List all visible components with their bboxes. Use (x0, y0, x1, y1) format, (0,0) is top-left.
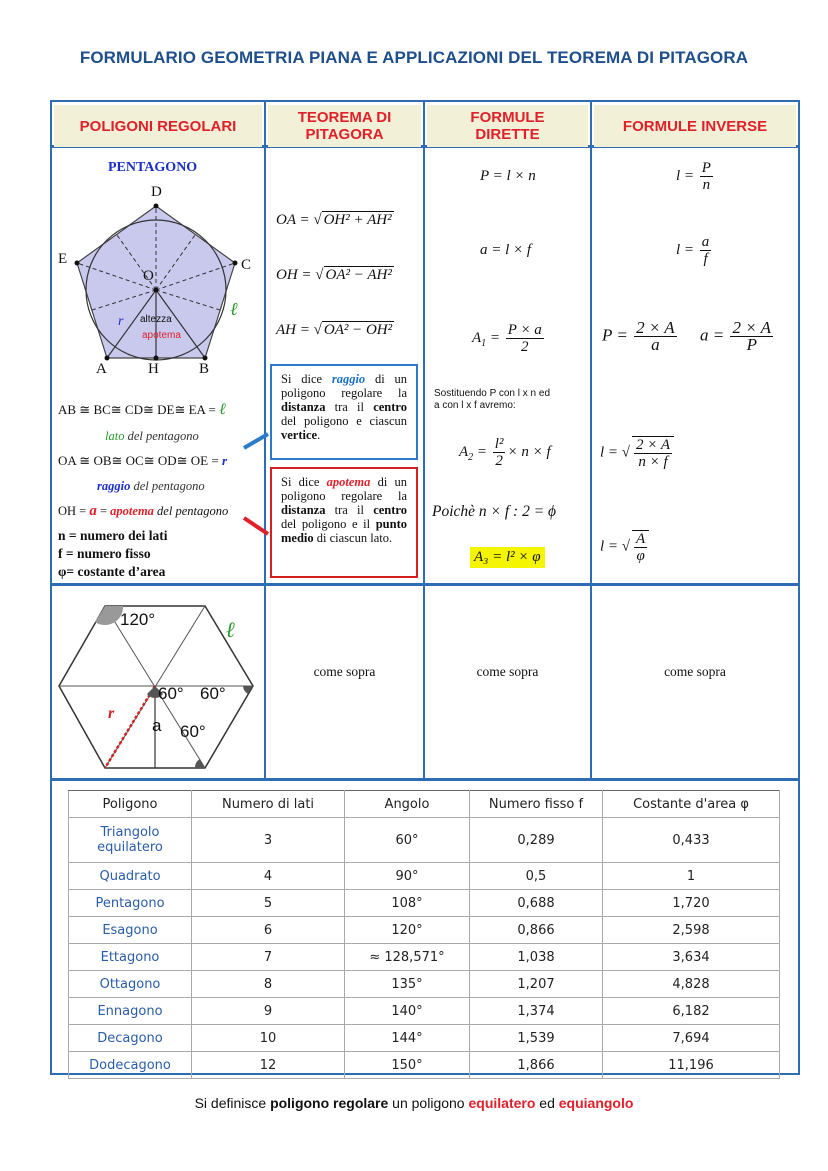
header-formule-dirette: FORMULE DIRETTE (427, 105, 588, 147)
table-cell: ≈ 128,571° (345, 944, 470, 971)
hexagon-apotema-label: a (152, 716, 162, 735)
table-cell: 144° (345, 1025, 470, 1052)
polygon-name-cell: Triangolo equilatero (69, 818, 192, 863)
table-cell: 0,688 (470, 890, 603, 917)
table-cell: 60° (345, 818, 470, 863)
table-cell: 1,374 (470, 998, 603, 1025)
polygon-name-cell: Decagono (69, 1025, 192, 1052)
table-cell: 1,866 (470, 1052, 603, 1079)
lato-note: lato del pentagono (105, 429, 199, 443)
hexagon-angle-60-center: 60° (158, 684, 184, 703)
vertex-label-h: H (148, 361, 159, 377)
formula-apotema: a = l × f (480, 242, 532, 258)
inverse-formula-l-from-p: l = $\frac{P}{n}$ (676, 160, 711, 193)
vertex-label-e: E (58, 251, 68, 267)
polygon-table (68, 790, 780, 1079)
inverse-formula-p: P = $\frac{2 \times A}{a}$ (602, 318, 675, 354)
vertex-label-b: B (199, 361, 210, 377)
footer-definition: Si definisce poligono regolare un poligono equilatero ed equiangolo (194, 1095, 634, 1111)
pentagon-title: PENTAGONO (108, 160, 198, 175)
pitagora-formula-ah: AH = √ OA² − OH² (276, 322, 393, 338)
apotema-equality: OH = a = apotema del pentagono (58, 503, 229, 519)
table-row (69, 1052, 780, 1079)
table-row (69, 998, 780, 1025)
table-cell: 10 (192, 1025, 345, 1052)
table-cell: 1,207 (470, 971, 603, 998)
table-row (69, 863, 780, 890)
table-cell: 135° (345, 971, 470, 998)
table-cell: 1,720 (603, 890, 780, 917)
row-divider (50, 583, 800, 586)
table-cell: 9 (192, 998, 345, 1025)
table-cell: 7,694 (603, 1025, 780, 1052)
table-header: Poligono (69, 791, 192, 818)
hexagon-angle-120: 120° (120, 610, 156, 629)
table-cell: 0,5 (470, 863, 603, 890)
table-cell: 3 (192, 818, 345, 863)
table-row (69, 917, 780, 944)
table-cell: 11,196 (603, 1052, 780, 1079)
r-symbol: r (118, 314, 124, 329)
table-cell: 140° (345, 998, 470, 1025)
table-cell: 108° (345, 890, 470, 917)
vertex-label-d: D (151, 184, 162, 200)
n-definition: n = numero dei lati (58, 528, 168, 543)
table-cell: 2,598 (603, 917, 780, 944)
l-symbol: ℓ (230, 299, 238, 319)
polygon-name-cell: Ettagono (69, 944, 192, 971)
formula-phi: Poichè n × f : 2 = ϕ (432, 503, 557, 520)
apotema-definition-box: Si dice apotema di un poligono regolare la distanza tra il centro del poligono e il punto medio di ciascun lato. (270, 467, 418, 578)
red-arrow (244, 518, 268, 534)
header-teorema-pitagora: TEOREMA DI PITAGORA (268, 105, 421, 147)
table-cell: 5 (192, 890, 345, 917)
formula-perimetro: P = l × n (480, 168, 536, 184)
come-sopra-inverse: come sopra (664, 664, 726, 679)
table-cell: 0,866 (470, 917, 603, 944)
row-divider (50, 778, 800, 781)
table-cell: 4,828 (603, 971, 780, 998)
table-cell: 3,634 (603, 944, 780, 971)
table-cell: 1,038 (470, 944, 603, 971)
table-cell: 1 (603, 863, 780, 890)
table-header-row (69, 791, 780, 818)
table-row (69, 890, 780, 917)
table-cell: 6 (192, 917, 345, 944)
polygon-name-cell: Ottagono (69, 971, 192, 998)
raggio-note: raggio del pentagono (97, 479, 205, 493)
header-formule-inverse: FORMULE INVERSE (594, 105, 796, 147)
pitagora-formula-oa: OA = √ OH² + AH² (276, 212, 392, 228)
table-row (69, 944, 780, 971)
polygon-name-cell: Esagono (69, 917, 192, 944)
inverse-formula-l-sqrt-phi: l = √ $\frac{A}{\varphi}$ (600, 530, 651, 564)
hexagon-r-symbol: r (108, 705, 115, 722)
table-cell: 90° (345, 863, 470, 890)
table-header: Numero fisso f (470, 791, 603, 818)
table-cell: 4 (192, 863, 345, 890)
altezza-label: altezza (140, 314, 172, 325)
polygon-name-cell: Dodecagono (69, 1052, 192, 1079)
formula-area-1: $A_1$ = $\frac{P \times a}{2}$ (472, 322, 542, 355)
table-cell: 1,539 (470, 1025, 603, 1052)
table-row (69, 818, 780, 863)
table-cell: 6,182 (603, 998, 780, 1025)
pitagora-formula-oh: OH = √ OA² − AH² (276, 267, 392, 283)
polygon-name-cell: Quadrato (69, 863, 192, 890)
table-header: Costante d'area φ (603, 791, 780, 818)
hexagon-angle-60-bottom: 60° (180, 722, 206, 741)
come-sopra-dirette: come sopra (476, 664, 539, 679)
table-cell: 120° (345, 917, 470, 944)
center-label-o: O (143, 268, 154, 284)
raggio-definition-box: Si dice raggio di un poligono regolare la distanza tra il centro del poligono e ciascun vertice. (270, 364, 418, 460)
lato-equality: AB ≅ BC≅ CD≅ DE≅ EA = ℓ (58, 401, 226, 418)
table-cell: 150° (345, 1052, 470, 1079)
hexagon-angle-60-right: 60° (200, 684, 226, 703)
hexagon-l-symbol: ℓ (226, 617, 236, 642)
inverse-formula-l-sqrt-area2: l = √ $\frac{2 \times A}{n \times f}$ (600, 436, 676, 470)
phi-definition: φ= costante d’area (58, 564, 166, 579)
polygon-name-cell: Pentagono (69, 890, 192, 917)
table-cell: 7 (192, 944, 345, 971)
table-cell: 0,289 (470, 818, 603, 863)
polygon-name-cell: Ennagono (69, 998, 192, 1025)
inverse-formula-a: a = $\frac{2 \times A}{P}$ (700, 318, 772, 354)
table-row (69, 1025, 780, 1052)
table-cell: 0,433 (603, 818, 780, 863)
table-row (69, 971, 780, 998)
table-header: Angolo (345, 791, 470, 818)
blue-arrow (244, 434, 268, 448)
table-header: Numero di lati (192, 791, 345, 818)
formula-area-2: $A_2$ = $\frac{\text{l²}}{2}$ × n × f (459, 436, 551, 469)
vertex-label-a: A (96, 361, 107, 377)
f-definition: f = numero fisso (58, 546, 151, 561)
substitution-note: Sostituendo P con l x n ed a con l x f avremo: (434, 388, 551, 411)
pentagon-diagram (55, 180, 265, 380)
table-cell: 12 (192, 1052, 345, 1079)
vertex-label-c: C (241, 257, 252, 273)
inverse-formula-l-from-a: l = $\frac{a}{f}$ (676, 234, 710, 267)
header-poligoni-regolari: POLIGONI REGOLARI (54, 105, 262, 147)
page-title: FORMULARIO GEOMETRIA PIANA E APPLICAZIONI DEL TEOREMA DI PITAGORA (79, 48, 749, 67)
apotema-label: apotema (142, 330, 181, 341)
raggio-equality: OA ≅ OB≅ OC≅ OD≅ OE = r (58, 453, 227, 468)
come-sopra-pitagora: come sopra (313, 664, 376, 679)
formula-area-3-highlight: A₃ = l² × φ (470, 547, 545, 568)
table-cell: 8 (192, 971, 345, 998)
